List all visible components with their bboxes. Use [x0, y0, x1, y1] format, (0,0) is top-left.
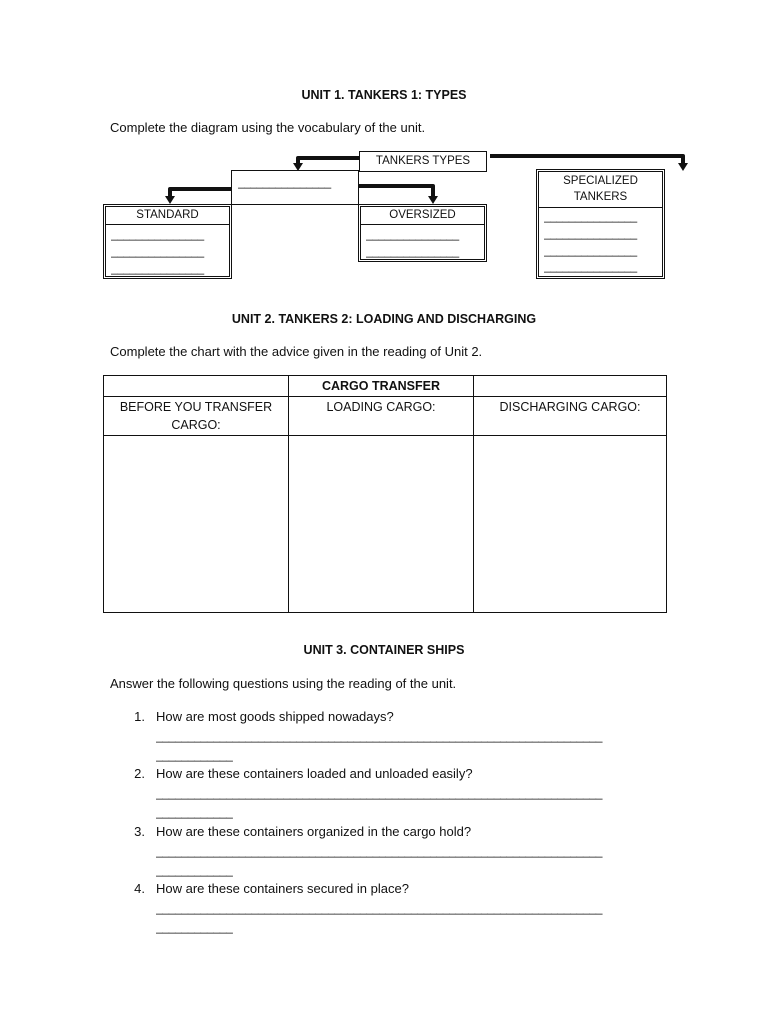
question-3-text: How are these containers organized in the cargo hold?: [156, 824, 472, 839]
specialized-label-line1: SPECIALIZED: [563, 175, 638, 187]
oversized-box: [358, 204, 487, 262]
arrow-root-to-blank: [298, 158, 360, 166]
question-3-answer-line-1[interactable]: ______________________________________________________________________: [156, 844, 603, 858]
question-4-answer-line-2[interactable]: ____________: [156, 920, 233, 934]
answer-cell-discharging[interactable]: [474, 436, 667, 613]
question-2-text: How are these containers loaded and unloaded easily?: [156, 766, 473, 781]
arrowhead-oversized: [428, 196, 438, 204]
arrowhead-specialized: [678, 163, 688, 171]
blank-category-box: [231, 170, 359, 205]
col-before-transfer: [104, 397, 289, 436]
unit1-title: UNIT 1. TANKERS 1: TYPES: [301, 88, 467, 102]
specialized-box: [536, 169, 665, 279]
question-3-answer-line-2[interactable]: ____________: [156, 863, 233, 877]
question-4-number: 4.: [134, 881, 145, 896]
question-4-answer-line-1[interactable]: ______________________________________________________________________: [156, 901, 603, 915]
question-2-answer-line-1[interactable]: ______________________________________________________________________: [156, 786, 603, 800]
unit3-title: UNIT 3. CONTAINER SHIPS: [303, 643, 465, 657]
unit3-instruction: Answer the following questions using the reading of the unit.: [110, 676, 457, 691]
oversized-blank-2[interactable]: _______________: [366, 246, 459, 258]
col-loading-cargo: LOADING CARGO:: [289, 397, 474, 436]
specialized-blank-4[interactable]: _______________: [544, 261, 637, 273]
question-4-text: How are these containers secured in place?: [156, 881, 409, 896]
specialized-blank-2[interactable]: _______________: [544, 228, 637, 240]
answer-cell-before[interactable]: [104, 436, 289, 613]
unit1-instruction: Complete the diagram using the vocabulary of the unit.: [110, 120, 426, 135]
question-1-answer-line-2[interactable]: ____________: [156, 748, 233, 762]
question-2-number: 2.: [134, 766, 145, 781]
specialized-header: [539, 172, 662, 208]
standard-box: [103, 204, 232, 279]
question-1-text: How are most goods shipped nowadays?: [156, 709, 394, 724]
table-header-row: [104, 397, 667, 436]
col-discharging-cargo: DISCHARGING CARGO:: [474, 397, 667, 436]
specialized-label-line2: TANKERS: [573, 191, 628, 203]
standard-blank-3[interactable]: _______________: [111, 263, 204, 275]
standard-label: STANDARD: [106, 207, 229, 225]
arrow-root-to-specialized: [490, 156, 683, 165]
tankers-types-label: TANKERS TYPES: [375, 155, 471, 167]
question-1-number: 1.: [134, 709, 145, 724]
col-before-transfer-line2: CARGO:: [171, 418, 221, 432]
tankers-types-box: [359, 151, 487, 172]
unit2-title: UNIT 2. TANKERS 2: LOADING AND DISCHARGING: [231, 312, 537, 326]
standard-blank-1[interactable]: _______________: [111, 229, 204, 241]
standard-blank-2[interactable]: _______________: [111, 246, 204, 258]
blank-category-line[interactable]: _______________: [238, 177, 331, 189]
cargo-transfer-table: [103, 375, 667, 613]
arrow-blank-to-standard: [170, 189, 232, 199]
question-2-answer-line-2[interactable]: ____________: [156, 805, 233, 819]
table-cell-empty-left: [104, 376, 289, 397]
oversized-label: OVERSIZED: [361, 207, 484, 225]
specialized-blank-3[interactable]: _______________: [544, 245, 637, 257]
cargo-transfer-header: CARGO TRANSFER: [289, 376, 474, 397]
question-1-answer-line-1[interactable]: ______________________________________________________________________: [156, 729, 603, 743]
arrow-blank-to-oversized: [358, 186, 433, 199]
specialized-blank-1[interactable]: _______________: [544, 211, 637, 223]
question-3-number: 3.: [134, 824, 145, 839]
table-super-header-row: [104, 376, 667, 397]
table-answer-row: [104, 436, 667, 613]
col-before-transfer-line1: BEFORE YOU TRANSFER: [119, 400, 273, 414]
table-cell-empty-right: [474, 376, 667, 397]
arrowhead-standard: [165, 196, 175, 204]
unit2-instruction: Complete the chart with the advice given in the reading of Unit 2.: [110, 344, 483, 359]
answer-cell-loading[interactable]: [289, 436, 474, 613]
oversized-blank-1[interactable]: _______________: [366, 229, 459, 241]
